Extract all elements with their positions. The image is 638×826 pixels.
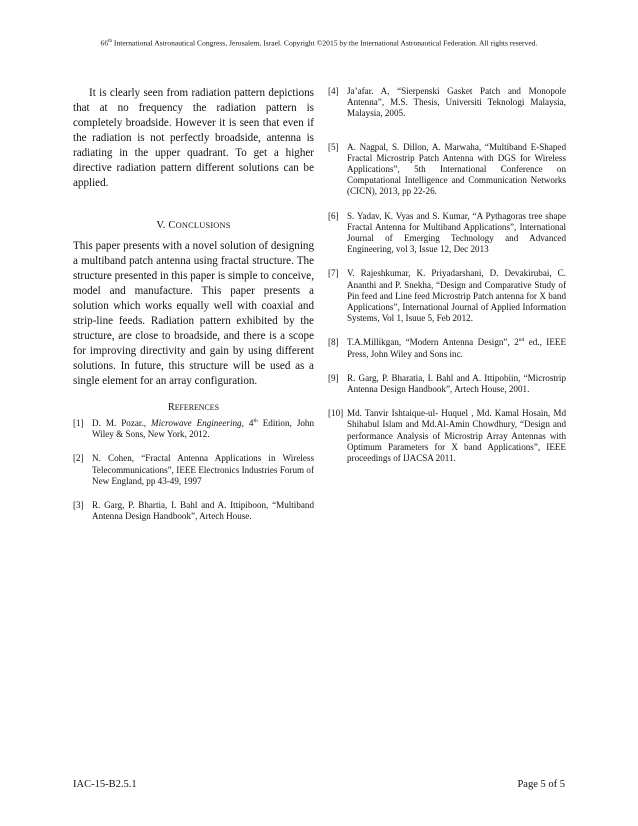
footer-paper-id: IAC-15-B2.5.1	[73, 779, 137, 790]
reference-edition-suffix: th	[253, 417, 258, 424]
reference-number: [7]	[328, 268, 339, 279]
reference-text: V. Rajeshkumar, K. Priyadarshani, D. Devakirubai, C. Ananthi and P. Snekha, “Design and Comparative Study of Pin feed and Line feed Microstrip Patch antenna for X band Applications”, International Journal of Applied Information Systems, Vol 1, Isuue 5, Feb 2012.	[347, 268, 566, 324]
reference-text: R. Garg, P. Bharatia, I. Bahl and A. Ittipobiin, “Microstrip Antenna Design Handbook”, Artech House, 2001.	[347, 372, 566, 395]
reference-edition-number: 4	[243, 418, 254, 428]
reference-number: [4]	[328, 86, 339, 96]
conclusions-heading	[73, 219, 314, 232]
reference-number: [1]	[73, 418, 84, 428]
references-heading-first: R	[168, 402, 175, 413]
reference-item-4	[328, 86, 566, 120]
conclusions-heading-rest: ONCLUSIONS	[175, 221, 231, 230]
left-column	[73, 86, 314, 522]
reference-text: Ja’afar. A, “Sierpenski Gasket Patch and Monopole Antenna”, M.S. Thesis, Universiti Teknologi Malaysia, Malaysia, 2005.	[347, 86, 566, 119]
reference-item-6	[328, 211, 566, 256]
intro-paragraph: It is clearly seen from radiation pattern depictions that at no frequency the radiation pattern is completely broadside. However it is seen that even if the radiation is not perfectly broadside, antenna is radiating in the upper quadrant. To get a higher directive radiation pattern different solutions can be applied.	[73, 87, 314, 189]
reference-text-end: ed., IEEE Press, John Wiley and Sons inc.	[347, 337, 566, 359]
reference-text	[92, 418, 314, 440]
reference-number: [2]	[73, 453, 84, 464]
right-column	[328, 86, 566, 464]
reference-number: [9]	[328, 372, 339, 383]
page-header	[0, 37, 638, 49]
reference-publisher: Edition, John Wiley & Sons, New York, 2012.	[92, 418, 314, 440]
header-ordinal: 66	[100, 38, 109, 48]
reference-text: Md. Tanvir Ishtaique-ul- Huquel , Md. Kamal Hosain, Md Shihabul Islam and Md.Al-Amin Chowdhury, “Design and performance Analysis of Microstrip Array Antennas with Optimum Parameters for X band Applications”, IEEE proceedings of IJACSA 2011.	[347, 408, 566, 464]
references-heading-rest: EFERENCES	[174, 403, 219, 412]
reference-title-italic: Microwave Engineering,	[151, 418, 244, 428]
references-heading	[73, 401, 314, 414]
reference-item-5	[328, 142, 566, 198]
reference-number: [3]	[73, 500, 84, 511]
reference-authors: D. M. Pozar.,	[92, 418, 152, 428]
footer-page-number: Page 5 of 5	[517, 779, 565, 790]
reference-number: [8]	[328, 337, 339, 348]
conclusions-paragraph: This paper presents with a novel solution of designing a multiband patch antenna using fractal structure. The structure presented in this paper is simple to conceive, model and manufacture. This paper presents a solution which works equally well with coaxial and strip-line feeds. Radiation pattern exhibited by the structure, are close to broadside, and there is a scope for improving directivity and gain by using different solutions. In future, this structure will be used as a single element for an array configuration.	[73, 240, 314, 387]
reference-text	[347, 337, 566, 359]
reference-number: [6]	[328, 210, 339, 221]
reference-text: R. Garg, P. Bhartia, I. Bahl and A. Ittipiboon, “Multiband Antenna Design Handbook”, Artech House.	[92, 500, 314, 522]
reference-item-10	[328, 408, 566, 464]
reference-item-1	[73, 418, 314, 440]
reference-number: [5]	[328, 141, 339, 152]
reference-item-2	[73, 453, 314, 487]
reference-text: N. Cohen, “Fractal Antenna Applications in Wireless Telecommunications”, IEEE Electronics Industries Forum of New England, pp 43-49, 1997	[92, 453, 314, 486]
reference-item-8	[328, 337, 566, 359]
conclusions-heading-numeral: V. C	[156, 220, 176, 231]
reference-item-3	[73, 500, 314, 522]
reference-text: S. Yadav, K. Vyas and S. Kumar, “A Pythagoras tree shape Fractal Antenna for Multiband Applications”, International Journal of Emerging Technology and Advanced Engineering, vol 3, Issue 12, Dec 2013	[347, 210, 566, 255]
reference-edition-suffix: nd	[518, 337, 525, 344]
reference-text-start: T.A.Millikgan, “Modern Antenna Design”, 2	[347, 337, 519, 348]
reference-item-9	[328, 373, 566, 395]
reference-item-7	[328, 268, 566, 324]
header-text: International Astronautical Congress, Jerusalem, Israel. Copyright ©2015 by the International Astronautical Federation. All rights reserved.	[112, 38, 538, 48]
reference-text: A. Nagpal, S. Dillon, A. Marwaha, “Multiband E-Shaped Fractal Microstrip Patch Antenna with DGS for Wireless Applications”, 5th International Conference on Computational Intelligence and Communication Networks (CICN), 2013, pp 22-26.	[347, 141, 566, 197]
reference-number: [10]	[328, 408, 344, 419]
header-ordinal-suffix: th	[108, 39, 113, 44]
